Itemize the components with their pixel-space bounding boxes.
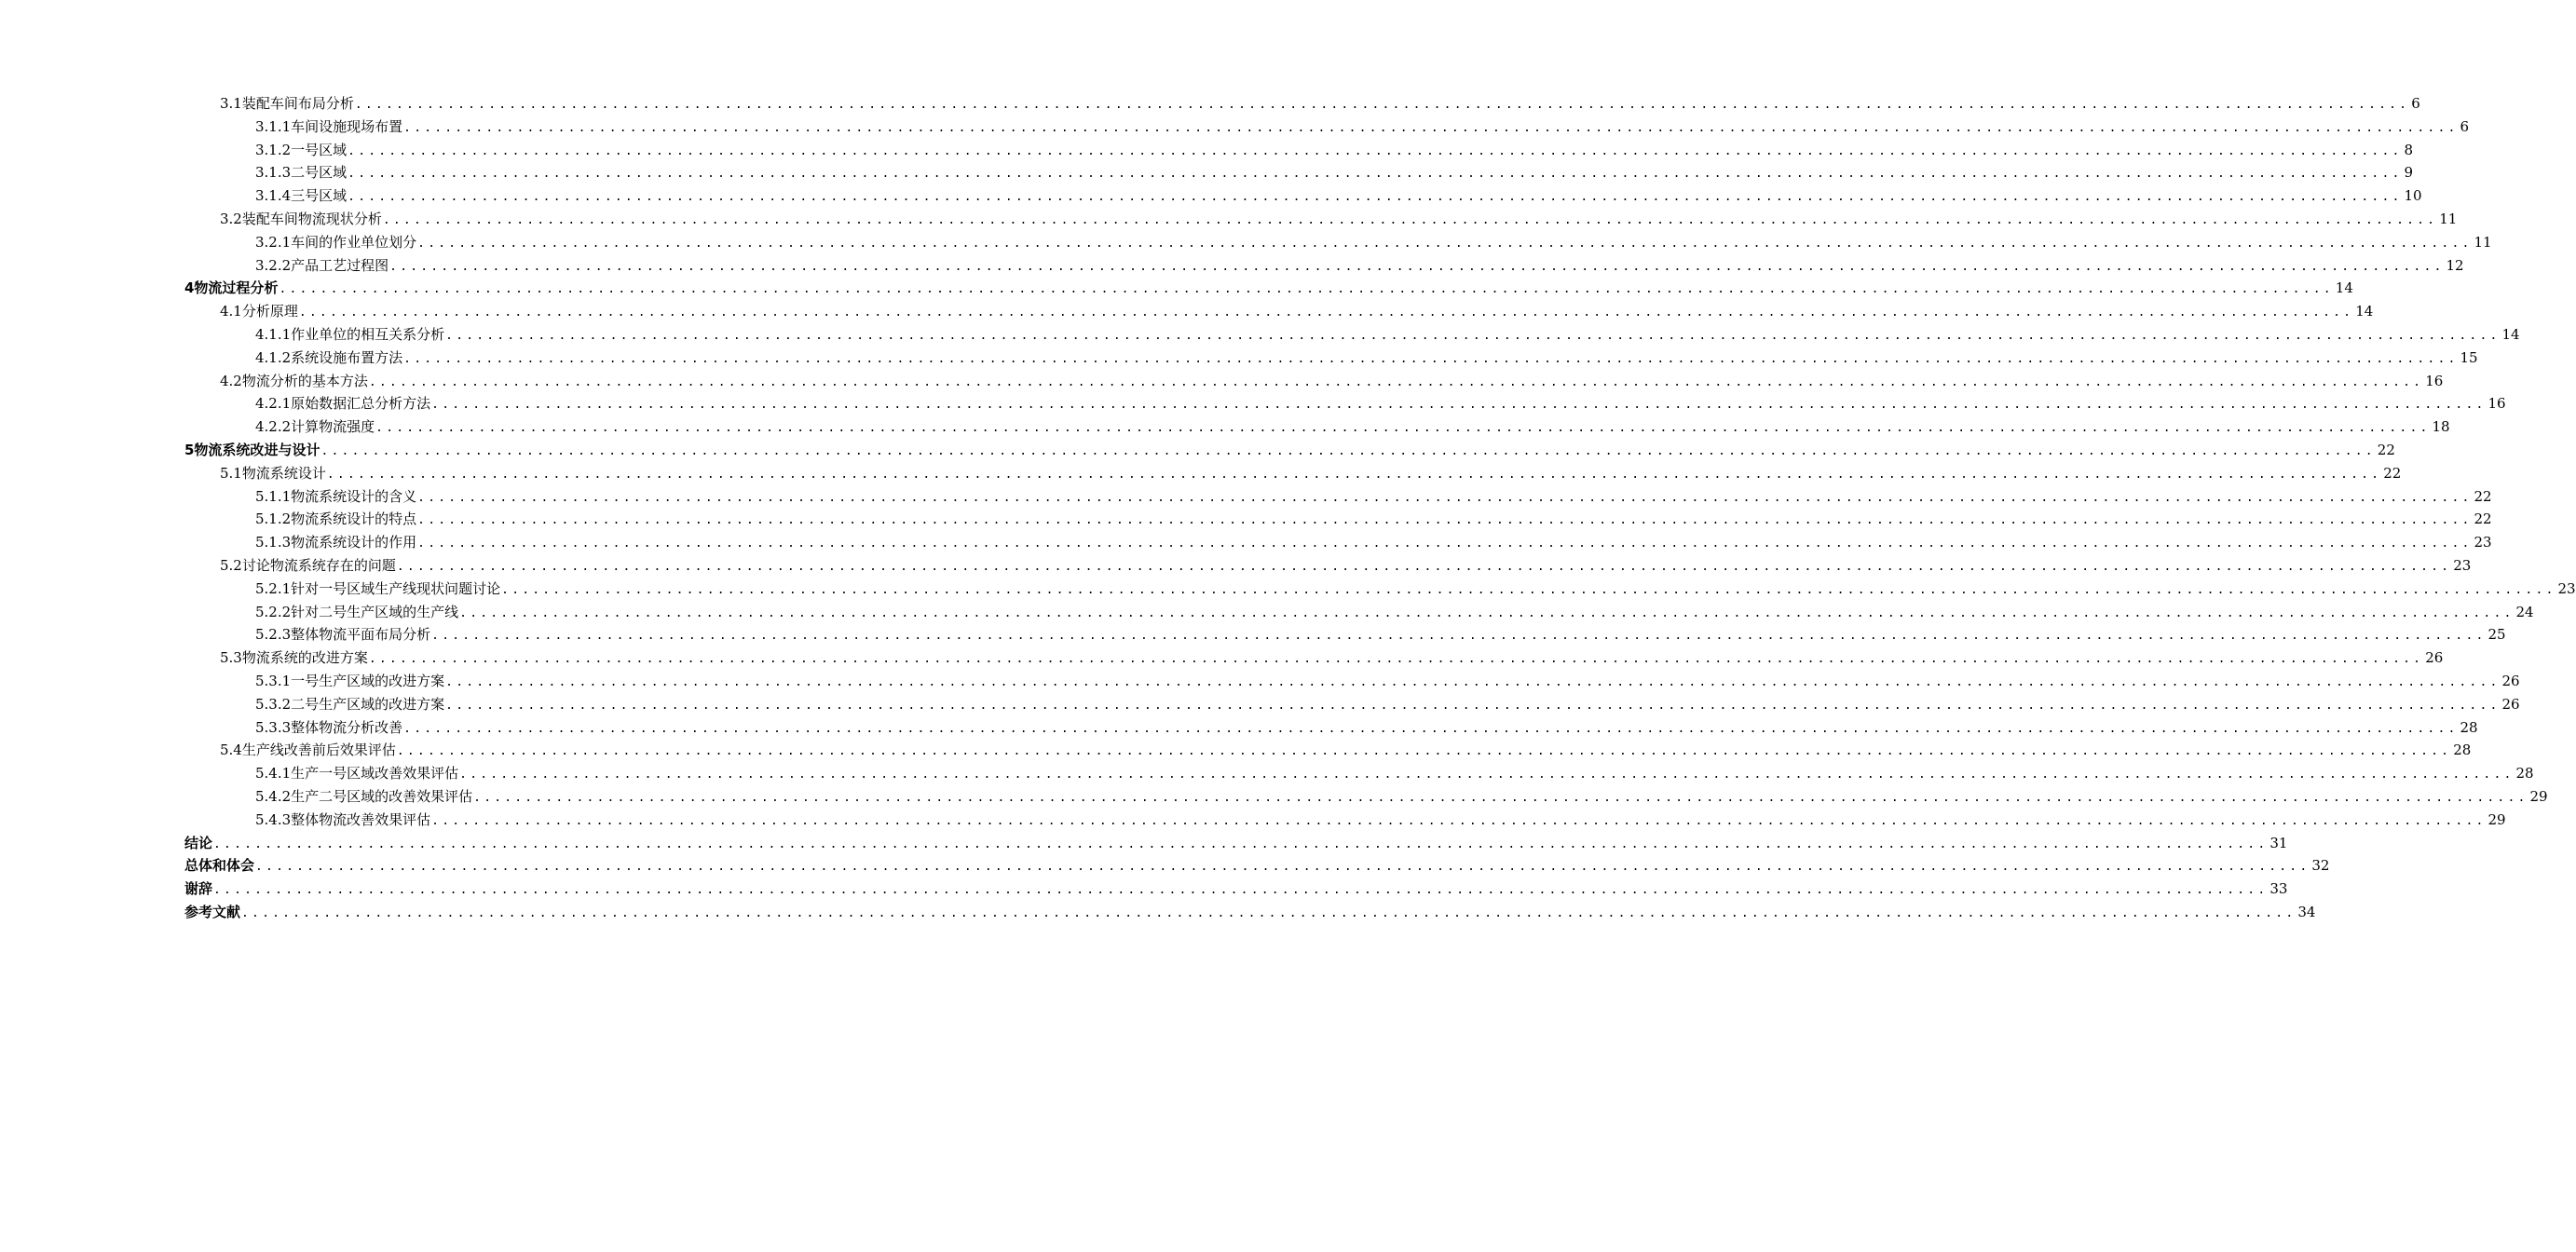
toc-entry[interactable] [0, 415, 2450, 439]
toc-dot-leader: ........................................................................................................................................................................................................ [445, 674, 2501, 689]
toc-entry-page-number: 14 [2335, 279, 2353, 297]
table-of-contents [0, 92, 2576, 924]
toc-entry-page-number: 31 [2269, 834, 2288, 851]
toc-entry-page-number: 15 [2460, 348, 2478, 366]
toc-entry-title: 5.4.1生产一号区域改善效果评估 [255, 765, 459, 782]
toc-entry-page-number: 22 [2383, 464, 2402, 482]
toc-entry[interactable] [0, 485, 2492, 509]
toc-entry-title: 5.3.2二号生产区域的改进方案 [255, 695, 445, 713]
toc-entry-title: 5.2讨论物流系统存在的问题 [220, 556, 396, 574]
toc-entry[interactable] [0, 623, 2506, 646]
toc-entry-title: 谢辞 [184, 880, 213, 898]
toc-dot-leader: ........................................................................................................................................................................................................ [255, 860, 2310, 875]
toc-entry-title: 5.4.3整体物流改善效果评估 [255, 810, 431, 828]
toc-dot-leader: ........................................................................................................................................................................................................ [348, 167, 2403, 182]
toc-entry[interactable] [0, 208, 2458, 231]
toc-entry[interactable] [0, 670, 2520, 693]
toc-dot-leader: ........................................................................................................................................................................................................ [417, 490, 2473, 505]
toc-entry[interactable] [0, 901, 2316, 924]
toc-entry-title: 4.1.2系统设施布置方法 [255, 348, 403, 366]
toc-entry[interactable] [0, 161, 2414, 184]
toc-entry-title: 5物流系统改进与设计 [184, 441, 320, 458]
toc-dot-leader: ........................................................................................................................................................................................................ [459, 768, 2515, 782]
toc-dot-leader: ........................................................................................................................................................................................................ [279, 282, 2334, 297]
toc-entry[interactable] [0, 508, 2492, 531]
toc-entry-title: 5.2.1针对一号区域生产线现状问题讨论 [255, 579, 501, 597]
toc-entry[interactable] [0, 323, 2520, 347]
toc-dot-leader: ........................................................................................................................................................................................................ [431, 813, 2487, 828]
toc-entry[interactable] [0, 716, 2478, 740]
toc-entry-title: 3.1.2一号区域 [255, 141, 348, 158]
toc-entry[interactable] [0, 531, 2492, 554]
toc-dot-leader: ........................................................................................................................................................................................................ [298, 306, 2354, 320]
toc-entry-title: 3.2.1车间的作业单位划分 [255, 233, 417, 251]
toc-entry-title: 5.2.3整体物流平面布局分析 [255, 626, 431, 644]
toc-dot-leader: ........................................................................................................................................................................................................ [368, 374, 2424, 389]
toc-entry[interactable] [0, 832, 2288, 855]
toc-entry[interactable] [0, 92, 2420, 116]
toc-entry-title: 5.1物流系统设计 [220, 464, 326, 482]
toc-entry[interactable] [0, 231, 2492, 254]
toc-dot-leader: ........................................................................................................................................................................................................ [375, 421, 2431, 436]
toc-entry[interactable] [0, 554, 2472, 578]
toc-entry[interactable] [0, 462, 2402, 485]
toc-entry[interactable] [0, 762, 2534, 785]
toc-entry-page-number: 26 [2501, 695, 2520, 713]
toc-entry-title: 3.1.3二号区域 [255, 164, 348, 182]
toc-entry[interactable] [0, 254, 2464, 278]
toc-dot-leader: ........................................................................................................................................................................................................ [431, 398, 2487, 413]
toc-entry-page-number: 28 [2515, 765, 2534, 782]
toc-entry-title: 5.4生产线改善前后效果评估 [220, 742, 396, 759]
toc-entry-title: 4.1分析原理 [220, 303, 298, 320]
toc-entry-title: 5.3.3整体物流分析改善 [255, 718, 403, 736]
toc-entry[interactable] [0, 809, 2506, 832]
toc-entry[interactable] [0, 646, 2444, 670]
toc-entry-page-number: 23 [2557, 579, 2576, 597]
toc-entry-page-number: 33 [2269, 880, 2288, 898]
toc-entry-page-number: 8 [2404, 141, 2414, 158]
toc-dot-leader: ........................................................................................................................................................................................................ [320, 443, 2376, 458]
toc-entry-title: 4.2.1原始数据汇总分析方法 [255, 395, 431, 413]
toc-entry-page-number: 28 [2453, 742, 2472, 759]
toc-entry[interactable] [0, 601, 2534, 624]
toc-dot-leader: ........................................................................................................................................................................................................ [389, 259, 2445, 274]
toc-entry-page-number: 26 [2425, 649, 2444, 667]
toc-entry-title: 4.1.1作业单位的相互关系分析 [255, 325, 445, 343]
toc-dot-leader: ........................................................................................................................................................................................................ [396, 559, 2452, 574]
toc-entry[interactable] [0, 878, 2288, 901]
toc-dot-leader: ........................................................................................................................................................................................................ [417, 537, 2473, 551]
toc-entry-page-number: 22 [2474, 487, 2492, 505]
toc-list [0, 92, 2576, 924]
toc-dot-leader: ........................................................................................................................................................................................................ [368, 652, 2424, 667]
toc-dot-leader: ........................................................................................................................................................................................................ [417, 513, 2473, 528]
toc-entry-title: 5.3物流系统的改进方案 [220, 649, 368, 667]
toc-entry-page-number: 22 [2377, 441, 2395, 458]
toc-entry-page-number: 26 [2501, 672, 2520, 689]
toc-entry-page-number: 10 [2404, 187, 2422, 205]
toc-dot-leader: ........................................................................................................................................................................................................ [403, 120, 2459, 135]
toc-dot-leader: ........................................................................................................................................................................................................ [403, 721, 2459, 736]
toc-dot-leader: ........................................................................................................................................................................................................ [459, 606, 2515, 620]
toc-entry[interactable] [0, 392, 2506, 415]
toc-entry-page-number: 14 [2355, 303, 2374, 320]
toc-entry-title: 3.2.2产品工艺过程图 [255, 256, 389, 274]
toc-entry[interactable] [0, 739, 2472, 762]
toc-dot-leader: ........................................................................................................................................................................................................ [326, 467, 2382, 482]
toc-entry-title: 5.3.1一号生产区域的改进方案 [255, 672, 445, 689]
toc-entry[interactable] [0, 693, 2520, 716]
toc-entry-page-number: 14 [2501, 325, 2520, 343]
toc-dot-leader: ........................................................................................................................................................................................................ [213, 883, 2269, 898]
toc-dot-leader: ........................................................................................................................................................................................................ [354, 98, 2410, 112]
toc-dot-leader: ........................................................................................................................................................................................................ [431, 629, 2487, 644]
toc-entry-title: 4物流过程分析 [184, 279, 279, 297]
toc-entry[interactable] [0, 854, 2330, 878]
toc-entry-page-number: 29 [2529, 787, 2548, 805]
toc-entry-title: 5.1.3物流系统设计的作用 [255, 534, 417, 551]
toc-entry-page-number: 18 [2432, 418, 2450, 436]
toc-entry[interactable] [0, 347, 2478, 370]
toc-dot-leader: ........................................................................................................................................................................................................ [348, 190, 2403, 205]
toc-entry-title: 总体和体会 [184, 857, 255, 875]
toc-entry-page-number: 12 [2446, 256, 2464, 274]
toc-entry-title: 5.1.2物流系统设计的特点 [255, 510, 417, 528]
toc-entry-page-number: 6 [2411, 95, 2420, 112]
toc-dot-leader: ........................................................................................................................................................................................................ [382, 212, 2438, 227]
toc-entry[interactable] [0, 370, 2444, 393]
toc-entry-title: 3.1.4三号区域 [255, 187, 348, 205]
toc-entry-page-number: 6 [2460, 117, 2470, 135]
toc-entry-title: 4.2.2计算物流强度 [255, 418, 375, 436]
toc-entry[interactable] [0, 300, 2374, 323]
toc-dot-leader: ........................................................................................................................................................................................................ [213, 837, 2269, 851]
toc-dot-leader: ........................................................................................................................................................................................................ [241, 905, 2297, 920]
toc-entry-title: 3.2装配车间物流现状分析 [220, 210, 382, 227]
toc-dot-leader: ........................................................................................................................................................................................................ [501, 582, 2556, 597]
toc-dot-leader: ........................................................................................................................................................................................................ [445, 328, 2501, 343]
toc-entry-page-number: 28 [2460, 718, 2478, 736]
toc-entry[interactable] [0, 116, 2470, 139]
toc-entry[interactable] [0, 277, 2353, 300]
toc-entry-page-number: 9 [2404, 164, 2414, 182]
toc-entry-title: 结论 [184, 834, 213, 851]
toc-entry-title: 5.4.2生产二号区域的改善效果评估 [255, 787, 473, 805]
toc-entry-page-number: 23 [2474, 534, 2492, 551]
toc-entry-title: 4.2物流分析的基本方法 [220, 372, 368, 389]
toc-dot-leader: ........................................................................................................................................................................................................ [348, 143, 2403, 158]
toc-entry-title: 5.2.2针对二号生产区域的生产线 [255, 603, 459, 620]
toc-entry-title: 3.1装配车间布局分析 [220, 95, 354, 112]
toc-entry[interactable] [0, 578, 2576, 601]
toc-entry[interactable] [0, 439, 2395, 462]
toc-dot-leader: ........................................................................................................................................................................................................ [417, 236, 2473, 251]
toc-entry-title: 3.1.1车间设施现场布置 [255, 117, 403, 135]
toc-entry-page-number: 29 [2487, 810, 2506, 828]
toc-entry[interactable] [0, 139, 2414, 162]
toc-dot-leader: ........................................................................................................................................................................................................ [473, 790, 2528, 805]
toc-entry-page-number: 22 [2474, 510, 2492, 528]
toc-entry-page-number: 32 [2311, 857, 2330, 875]
toc-entry-page-number: 11 [2439, 210, 2458, 227]
toc-entry[interactable] [0, 184, 2422, 208]
toc-dot-leader: ........................................................................................................................................................................................................ [445, 698, 2501, 713]
toc-entry-page-number: 16 [2425, 372, 2444, 389]
toc-entry-title: 参考文献 [184, 903, 241, 920]
toc-entry-page-number: 11 [2474, 233, 2492, 251]
toc-entry-page-number: 16 [2487, 395, 2506, 413]
toc-entry-page-number: 23 [2453, 556, 2472, 574]
toc-entry-page-number: 34 [2297, 903, 2316, 920]
toc-entry-page-number: 24 [2515, 603, 2534, 620]
toc-entry[interactable] [0, 785, 2548, 809]
toc-entry-title: 5.1.1物流系统设计的含义 [255, 487, 417, 505]
toc-entry-page-number: 25 [2487, 626, 2506, 644]
toc-dot-leader: ........................................................................................................................................................................................................ [396, 744, 2452, 759]
toc-dot-leader: ........................................................................................................................................................................................................ [403, 351, 2459, 366]
